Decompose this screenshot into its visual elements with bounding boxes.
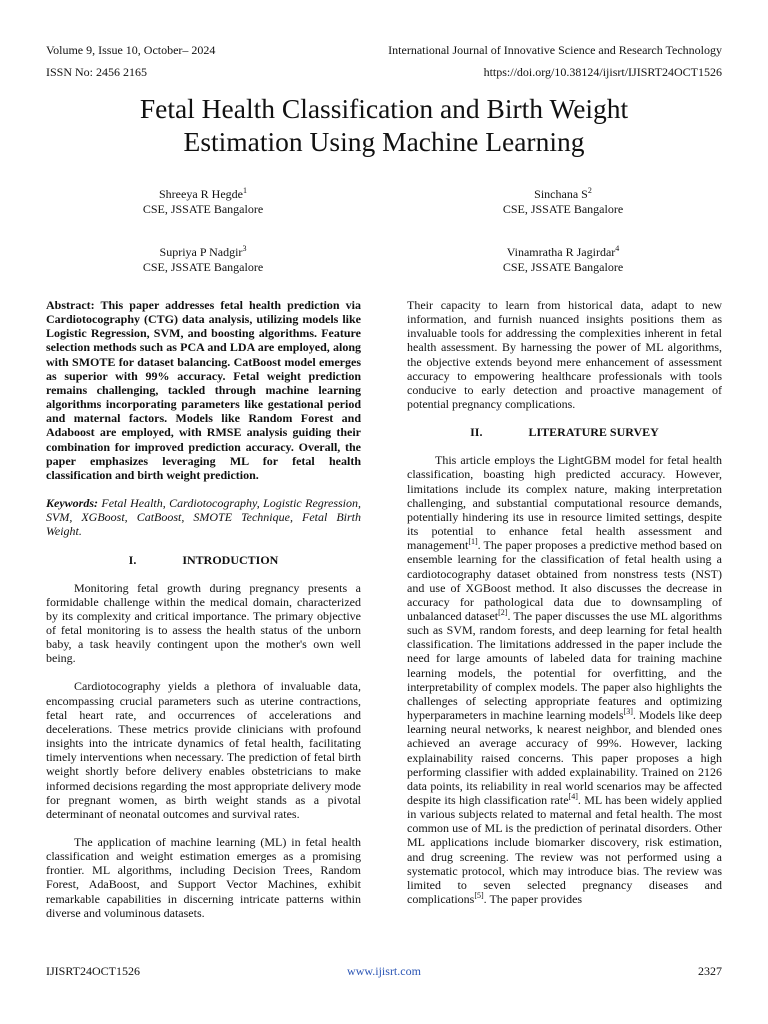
- section-number: I.: [128, 552, 137, 567]
- citation-ref: [3]: [623, 707, 633, 717]
- page-number: 2327: [698, 964, 722, 978]
- author-4: [433, 245, 693, 275]
- citation-ref: [5]: [474, 891, 484, 901]
- citation-ref: [2]: [498, 607, 508, 617]
- lit-text: . The paper discusses the use ML algorithms such as SVM, random forests, and deep learning for fetal health classification. The limitations addressed in the paper include the need for large amounts of labeled data for training machine learning models, the potential for overfitting, and the interpretability of complex models. The paper also highlights the challenges of selecting appropriate features and optimizing hyperparameters in machine learning models: [407, 608, 722, 723]
- footer-paper-id: IJISRT24OCT1526: [46, 964, 140, 978]
- intro-paragraph-2: Cardiotocography yields a plethora of invaluable data, encompassing crucial parameters such as uterine contractions, fetal heart rate, and occurrences of accelerations and decelerations. These metrics provide clinicians with profound insights into the intricate dynamics of fetal health, facilitating timely interventions when necessary. The prediction of fetal birth weight shortly before delivery enables obstetricians to make informed decisions regarding the most appropriate delivery mode for pregnant women, as birth weight stands as a pivotal determinant of neonatal outcomes and survival rates.: [46, 679, 361, 821]
- right-column: [407, 298, 722, 906]
- author-1: [73, 187, 333, 217]
- abstract: Abstract: This paper addresses fetal health prediction via Cardiotocography (CTG) data analysis, utilizing models like Logistic Regression, SVM, and boosting algorithms. Feature selection methods such as PCA and LDA are employed, along with SMOTE for dataset balancing. CatBoost model emerges as superior with 99% accuracy. Fetal weight prediction remains challenging, tackled through machine learning algorithms incorporating parameters like gestational period and maternal factors. Models like Random Forest and Adaboost are employed, with RMSE analysis guiding their combination for improved prediction accuracy. Overall, the paper emphasizes leveraging ML for fetal health classification and birth weight prediction.: [46, 298, 361, 482]
- author-name: Vinamratha R Jagirdar: [506, 245, 616, 259]
- lit-text: This article employs the LightGBM model for fetal health classification, boasting high predicted accuracy. However, limitations include its complex nature, making interpretation challenging, and substantial computational resource demands, potentially hindering its use in resource limited settings, despite its potential to enhance fetal health assessment and management: [407, 453, 722, 553]
- author-name: Shreeya R Hegde: [159, 187, 243, 201]
- author-2: [433, 187, 693, 217]
- doi-link[interactable]: https://doi.org/10.38124/ijisrt/IJISRT24OCT1526: [483, 65, 722, 79]
- lit-text: . The paper proposes a predictive method based on ensemble learning for the classification of fetal health using a cardiotocography dataset obtained from nonstress tests (NST) and use of XGBoost method. It also discusses the decrease in accuracy for pathological data due to downsampling of unbalanced dataset: [407, 538, 722, 623]
- author-sup: 4: [615, 244, 620, 253]
- section-number: II.: [470, 425, 483, 440]
- author-3: [73, 245, 333, 275]
- author-name: Sinchana S: [534, 187, 588, 201]
- keywords-text: Fetal Health, Cardiotocography, Logistic Regression, SVM, XGBoost, CatBoost, SMOTE Technique, Fetal Birth Weight.: [46, 496, 362, 539]
- section-title: LITERATURE SURVEY: [528, 425, 659, 440]
- paper-title: [46, 92, 722, 158]
- author-affiliation: CSE, JSSATE Bangalore: [142, 260, 264, 274]
- intro-paragraph-3: The application of machine learning (ML) in fetal health classification and weight estimation emerges as a promising frontier. ML algorithms, including Decision Trees, Random Forest, AdaBoost, and Support Vector Machines, exhibit remarkable capabilities in discerning intricate patterns within diverse and voluminous datasets.: [46, 835, 361, 920]
- section-title: INTRODUCTION: [182, 552, 279, 567]
- journal-issn: ISSN No: 2456 2165: [46, 65, 148, 79]
- author-sup: 2: [587, 186, 592, 195]
- journal-name: International Journal of Innovative Science and Research Technology: [388, 43, 722, 57]
- author-sup: 1: [242, 186, 247, 195]
- section-heading-introduction: [46, 553, 361, 567]
- lit-text: . Models like deep learning neural networks, k nearest neighbor, and blended ones achieved an average accuracy of 99%. However, lacking explainability raised concerns. This paper proposes a high performing classifier with added explainability. Trained on 2126 data points, its reliability in real world scenarios may be affected despite its high classification rate: [407, 708, 722, 807]
- author-affiliation: CSE, JSSATE Bangalore: [502, 202, 624, 216]
- author-sup: 3: [242, 244, 247, 253]
- title-line-1: Fetal Health Classification and Birth Weight: [139, 93, 629, 124]
- literature-paragraph: [407, 453, 722, 906]
- section-heading-literature-survey: [407, 425, 722, 439]
- author-name: Supriya P Nadgir: [159, 245, 243, 259]
- keywords: [46, 496, 361, 538]
- left-column: [46, 298, 361, 920]
- author-affiliation: CSE, JSSATE Bangalore: [502, 260, 624, 274]
- title-line-2: Estimation Using Machine Learning: [183, 126, 585, 157]
- citation-ref: [1]: [468, 537, 478, 547]
- author-affiliation: CSE, JSSATE Bangalore: [142, 202, 264, 216]
- intro-paragraph-1: Monitoring fetal growth during pregnancy presents a formidable challenge within the medical domain, characterized by its complexity and critical importance. The primary objective of fetal monitoring is to assess the health status of the unborn baby, a task heavily contingent upon the mother's own well being.: [46, 580, 361, 666]
- keywords-label: Keywords:: [46, 496, 98, 511]
- journal-volume: Volume 9, Issue 10, October– 2024: [46, 43, 216, 57]
- lit-text: . The paper provides: [483, 892, 583, 907]
- lit-text: . ML has been widely applied in various subjects related to maternal and fetal health. The most common use of ML is the prediction of perinatal disorders. Other ML applications include biomarker discovery, risk estimation, and drug screening. The review was not performed using a systematic protocol, which may introduce bias. The review was limited to seven selected pregnancy diseases and complications: [407, 793, 722, 907]
- citation-ref: [4]: [568, 792, 578, 801]
- intro-paragraph-4: Their capacity to learn from historical data, adapt to new information, and furnish nuanced insights positions them as invaluable tools for addressing the complexities inherent in fetal health assessment. By harnessing the power of ML algorithms, the objective extends beyond mere enhancement of assessment accuracy to empowering healthcare professionals with tools conducive to early detection and proactive management of potential pregnancy complications.: [407, 298, 722, 412]
- footer-website-link[interactable]: www.ijisrt.com: [347, 964, 421, 978]
